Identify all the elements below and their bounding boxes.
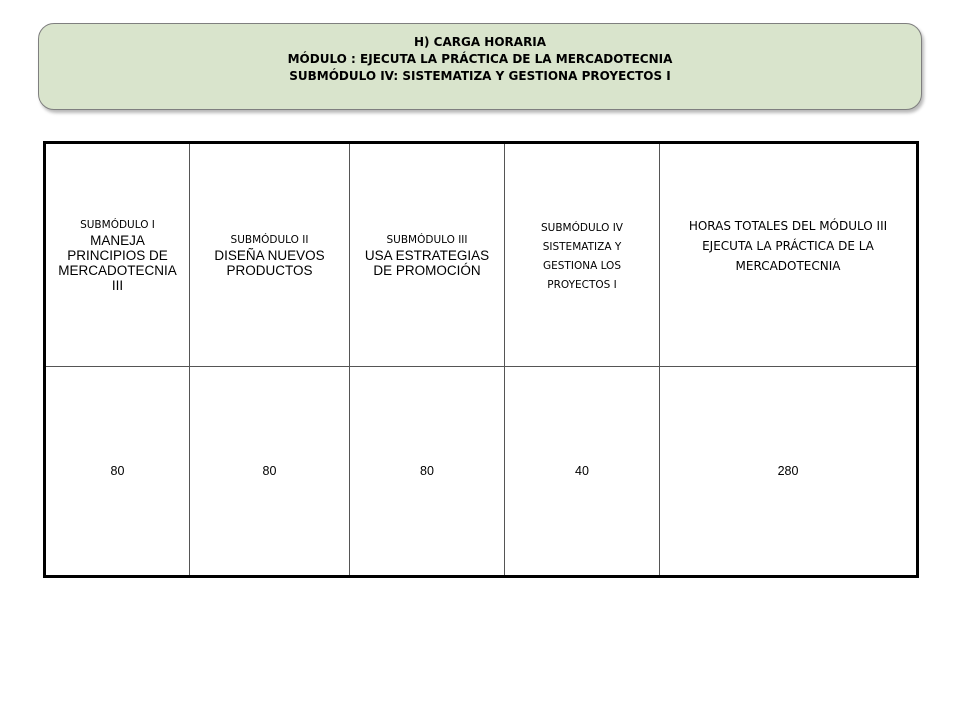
submodule-2-title-line: DISEÑA NUEVOS	[214, 247, 325, 263]
hours-value: 80	[110, 464, 125, 478]
submodule-4-line: SISTEMATIZA Y	[542, 241, 622, 253]
hours-cell-submodule-2	[190, 367, 350, 577]
hours-cell-submodule-1	[45, 367, 190, 577]
submodule-2-code: SUBMÓDULO II	[230, 233, 309, 246]
header-cell-submodule-3	[350, 143, 505, 367]
hours-value: 40	[575, 464, 589, 478]
section-heading: H) CARGA HORARIA	[413, 35, 547, 49]
total-hours-line: HORAS TOTALES DEL MÓDULO III	[688, 219, 888, 233]
submodule-4-line: SUBMÓDULO IV	[540, 222, 623, 234]
header-cell-submodule-4	[505, 143, 660, 367]
hours-cell-total	[660, 367, 918, 577]
submodule-1-title-line: MERCADOTECNIA	[58, 262, 177, 278]
submodule-3-title-line: USA ESTRATEGIAS	[364, 247, 490, 263]
submodule-4-line: PROYECTOS I	[547, 279, 617, 291]
total-hours-line: MERCADOTECNIA	[735, 259, 841, 273]
table-row	[45, 367, 918, 577]
header-cell-submodule-2	[190, 143, 350, 367]
header-cell-total-hours	[660, 143, 918, 367]
header-cell-submodule-1	[45, 143, 190, 367]
submodule-1-title-line: MANEJA	[90, 232, 145, 248]
submodule-3-code: SUBMÓDULO III	[386, 233, 468, 246]
hours-value: 80	[420, 464, 434, 478]
hours-cell-submodule-3	[350, 367, 505, 577]
submodule-1-code: SUBMÓDULO I	[80, 218, 155, 231]
total-hours-line: EJECUTA LA PRÁCTICA DE LA	[702, 239, 874, 253]
hours-value: 80	[262, 464, 277, 478]
hours-cell-submodule-4	[505, 367, 660, 577]
submodule-3-title-line: DE PROMOCIÓN	[373, 262, 481, 278]
submodule-1-title-line: III	[111, 277, 124, 293]
table-header-row	[45, 143, 918, 367]
submodule-2-title-line: PRODUCTOS	[226, 262, 313, 278]
title-banner	[38, 23, 922, 110]
submodule-title: SUBMÓDULO IV: SISTEMATIZA Y GESTIONA PROYECTOS I	[289, 69, 671, 83]
submodule-4-line: GESTIONA LOS	[543, 260, 621, 272]
total-hours-value: 280	[777, 464, 799, 478]
hours-table	[43, 141, 919, 578]
module-title: MÓDULO : EJECUTA LA PRÁCTICA DE LA MERCADOTECNIA	[287, 52, 673, 66]
submodule-1-title-line: PRINCIPIOS DE	[67, 247, 168, 263]
